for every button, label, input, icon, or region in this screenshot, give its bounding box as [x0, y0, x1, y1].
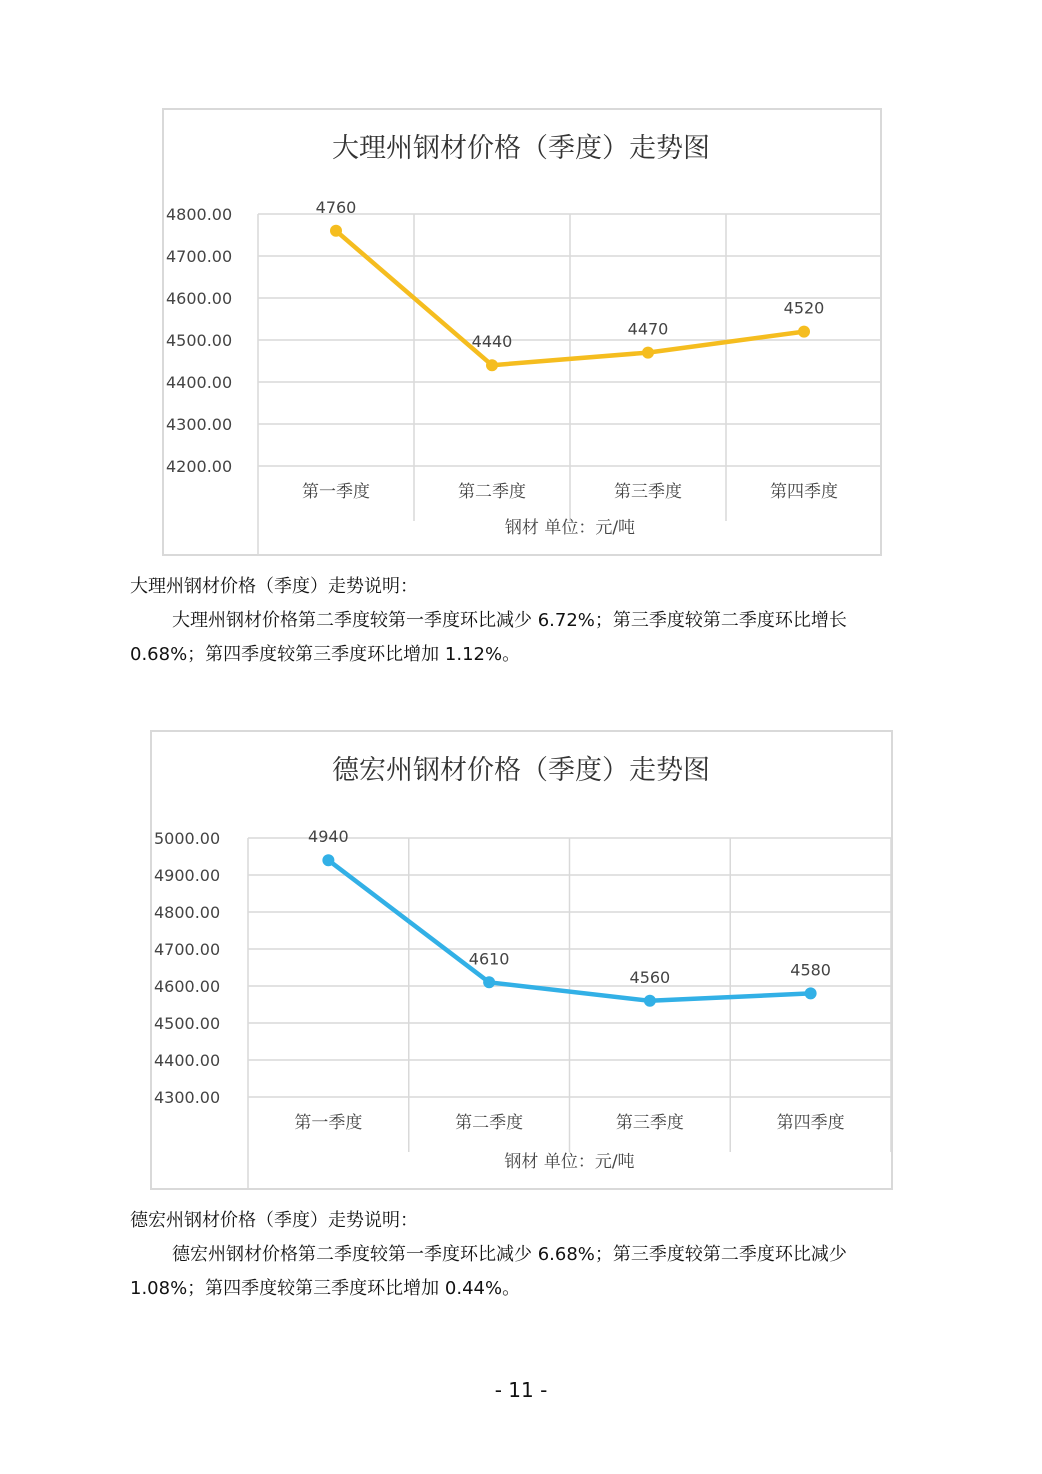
chart-dali-svg [164, 110, 880, 554]
chart-dali-data-point [330, 225, 342, 237]
chart-dali-steel-price [162, 108, 882, 556]
chart-dehong-ytick-label: 4300.00 [154, 1088, 221, 1107]
notes-dali-heading: 大理州钢材价格（季度）走势说明： [130, 576, 418, 597]
chart-dehong-data-point [805, 987, 817, 999]
chart-dehong-ytick-label: 4700.00 [154, 940, 221, 959]
chart-dali-xlabel: 钢材 单位：元/吨 [504, 518, 636, 538]
chart-dali-ytick-label: 4800.00 [166, 205, 233, 224]
chart-dehong-ytick-label: 4500.00 [154, 1014, 221, 1033]
chart-dehong-category-label: 第四季度 [776, 1113, 845, 1133]
chart-dali-data-point [798, 326, 810, 338]
chart-dali-ytick-label: 4400.00 [166, 373, 233, 392]
notes-dehong [130, 1204, 920, 1306]
chart-dali-category-label: 第二季度 [458, 482, 526, 502]
chart-dali-title: 大理州钢材价格（季度）走势图 [332, 133, 710, 164]
chart-dehong-data-label: 4580 [790, 960, 831, 980]
notes-dehong-body: 德宏州钢材价格第二季度较第一季度环比减少 6.68%；第三季度较第二季度环比减少 1.08%；第四季度较第三季度环比增加 0.44%。 [130, 1244, 847, 1299]
chart-dali-data-label: 4470 [627, 319, 669, 339]
chart-dali-category-label: 第三季度 [614, 482, 682, 502]
chart-dehong-data-label: 4940 [308, 827, 349, 847]
chart-dehong-steel-price [150, 730, 893, 1190]
chart-dehong-data-point [483, 976, 495, 988]
chart-dali-ytick-label: 4600.00 [166, 289, 233, 308]
chart-dehong-ytick-label: 4600.00 [154, 977, 221, 996]
chart-dehong-ytick-label: 4900.00 [154, 866, 221, 885]
chart-dali-ytick-label: 4200.00 [166, 457, 233, 476]
notes-dehong-heading: 德宏州钢材价格（季度）走势说明： [130, 1210, 418, 1231]
chart-dehong-xlabel: 钢材 单位：元/吨 [504, 1152, 635, 1172]
chart-dehong-svg [152, 732, 891, 1188]
chart-dali-category-label: 第一季度 [302, 482, 370, 502]
chart-dehong-ytick-label: 4400.00 [154, 1051, 221, 1070]
chart-dali-data-label: 4440 [471, 332, 513, 352]
chart-dali-ytick-label: 4500.00 [166, 331, 233, 350]
notes-dali [130, 570, 920, 672]
chart-dehong-category-label: 第一季度 [294, 1113, 363, 1133]
page-number: - 11 - [494, 1378, 548, 1402]
chart-dehong-ytick-label: 5000.00 [154, 829, 221, 848]
chart-dehong-ytick-label: 4800.00 [154, 903, 221, 922]
chart-dali-ytick-label: 4700.00 [166, 247, 233, 266]
chart-dehong-category-label: 第三季度 [615, 1113, 684, 1133]
chart-dehong-data-point [322, 854, 334, 866]
chart-dali-data-label: 4520 [783, 298, 825, 318]
chart-dehong-data-label: 4610 [468, 949, 510, 969]
chart-dali-data-point [486, 359, 498, 371]
notes-dali-body: 大理州钢材价格第二季度较第一季度环比减少 6.72%；第三季度较第二季度环比增长 0.68%；第四季度较第三季度环比增加 1.12%。 [130, 610, 847, 665]
chart-dehong-title: 德宏州钢材价格（季度）走势图 [332, 755, 710, 786]
chart-dali-category-label: 第四季度 [770, 482, 838, 502]
chart-dehong-category-label: 第二季度 [455, 1113, 524, 1133]
chart-dehong-data-label: 4560 [629, 967, 671, 987]
chart-dali-data-point [642, 347, 654, 359]
chart-dali-data-label: 4760 [315, 197, 357, 217]
chart-dali-ytick-label: 4300.00 [166, 415, 233, 434]
chart-dehong-data-point [644, 995, 656, 1007]
